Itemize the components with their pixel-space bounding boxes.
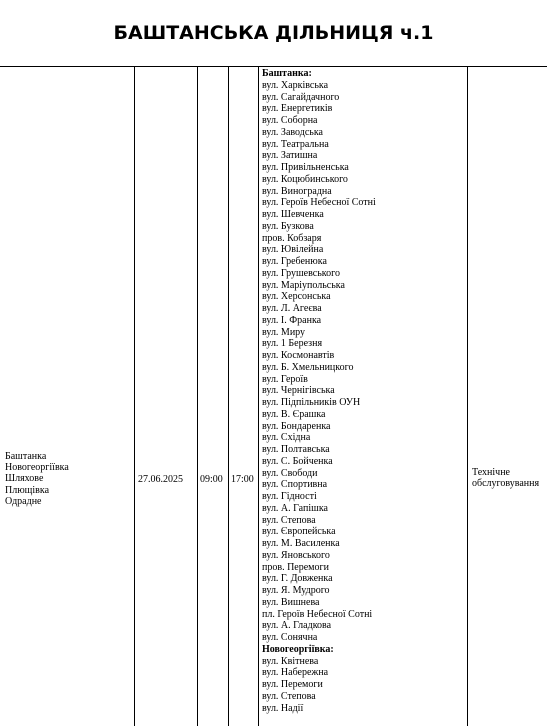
street-item: вул. Л. Агеєва — [262, 303, 322, 314]
street-item: вул. Степова — [262, 514, 316, 526]
street-item: вул. І. Франка — [262, 314, 322, 326]
street-item: вул. Ювілейна — [262, 244, 324, 256]
street-item: вул. Затишна — [262, 150, 318, 162]
street-item: вул. С. Бойченка — [262, 455, 333, 467]
street-item: вул. Чернігівська — [262, 385, 335, 397]
street-item: вул. Сонячна — [262, 632, 318, 643]
street-item: вул. Східна — [262, 432, 311, 444]
street-item: вул. 1 Березня — [262, 338, 323, 350]
street-item: вул. Харківська — [262, 79, 329, 91]
street-item: вул. Б. Хмельницкого — [262, 361, 354, 373]
street-item: вул. Гребенюка — [262, 256, 327, 267]
street-item: вул. Космонавтів — [262, 350, 335, 361]
outage-date: 27.06.2025 — [138, 474, 183, 485]
street-item: вул. В. Єрашка — [262, 408, 326, 420]
street-item: вул. Г. Довженка — [262, 573, 333, 585]
street-item: вул. Свободи — [262, 467, 318, 479]
settlement-name: Одрадне — [5, 495, 42, 507]
street-item: вул. Яновського — [262, 549, 330, 561]
street-item: пл. Героїв Небесної Сотні — [262, 608, 373, 620]
settlement-name: Баштанка — [5, 451, 47, 462]
settlement-header: Баштанка: — [262, 68, 312, 79]
street-item: вул. Героїв — [262, 373, 308, 385]
street-item: вул. Маріупольська — [262, 279, 345, 291]
street-item: пров. Перемоги — [262, 561, 329, 573]
street-item: вул. Миру — [262, 326, 306, 338]
street-item: вул. Бузкова — [262, 220, 314, 232]
street-item: вул. Надії — [262, 702, 304, 714]
table-top-border — [0, 66, 547, 67]
street-item: вул. Енергетиків — [262, 103, 333, 115]
street-item: вул. М. Василенка — [262, 538, 340, 549]
street-item: вул. Героїв Небесної Сотні — [262, 197, 376, 209]
street-item: вул. Привільненська — [262, 162, 349, 173]
street-item: вул. Європейська — [262, 526, 336, 538]
page-title: БАШТАНСЬКА ДІЛЬНИЦЯ ч.1 — [113, 22, 434, 44]
street-item: вул. Коцюбинського — [262, 173, 348, 185]
street-item: вул. Гідності — [262, 491, 317, 502]
street-item: вул. Полтавська — [262, 444, 330, 455]
street-item: вул. Бондаренка — [262, 420, 331, 432]
street-item: вул. Я. Мудрого — [262, 585, 330, 596]
street-item: вул. Заводська — [262, 126, 323, 138]
street-item: вул. Квітнева — [262, 655, 319, 667]
street-item: вул. Соборна — [262, 115, 318, 126]
street-item: вул. Виноградна — [262, 185, 332, 197]
settlement-header: Новогеоргіївка: — [262, 643, 334, 655]
column-divider — [134, 66, 135, 726]
street-item: вул. Набережна — [262, 667, 329, 679]
settlements-cell — [5, 451, 130, 507]
street-item: вул. А. Гладкова — [262, 620, 332, 632]
street-item: вул. Театральна — [262, 138, 329, 150]
streets-list — [262, 68, 467, 714]
column-divider — [197, 66, 198, 726]
street-item: вул. Підпільників ОУН — [262, 397, 361, 408]
street-item: вул. Херсонська — [262, 291, 331, 303]
column-divider — [467, 66, 468, 726]
settlement-name: Плющівка — [5, 484, 50, 496]
street-item: вул. Степова — [262, 690, 316, 702]
street-item: вул. Грушевського — [262, 267, 340, 279]
column-divider — [228, 66, 229, 726]
column-divider — [258, 66, 259, 726]
street-item: вул. Сагайдачного — [262, 91, 340, 103]
street-item: вул. А. Гапішка — [262, 502, 328, 514]
start-time: 09:00 — [200, 474, 223, 485]
street-item: пров. Кобзаря — [262, 232, 322, 244]
street-item: вул. Вишнева — [262, 596, 320, 608]
settlement-name: Новогеоргіївка — [5, 462, 69, 474]
outage-reason: Технічне обслуговування — [472, 467, 540, 490]
street-item: вул. Спортивна — [262, 479, 328, 491]
street-item: вул. Шевченка — [262, 209, 324, 220]
settlement-name: Шляхове — [5, 473, 44, 485]
end-time: 17:00 — [231, 474, 254, 485]
street-item: вул. Перемоги — [262, 679, 323, 690]
